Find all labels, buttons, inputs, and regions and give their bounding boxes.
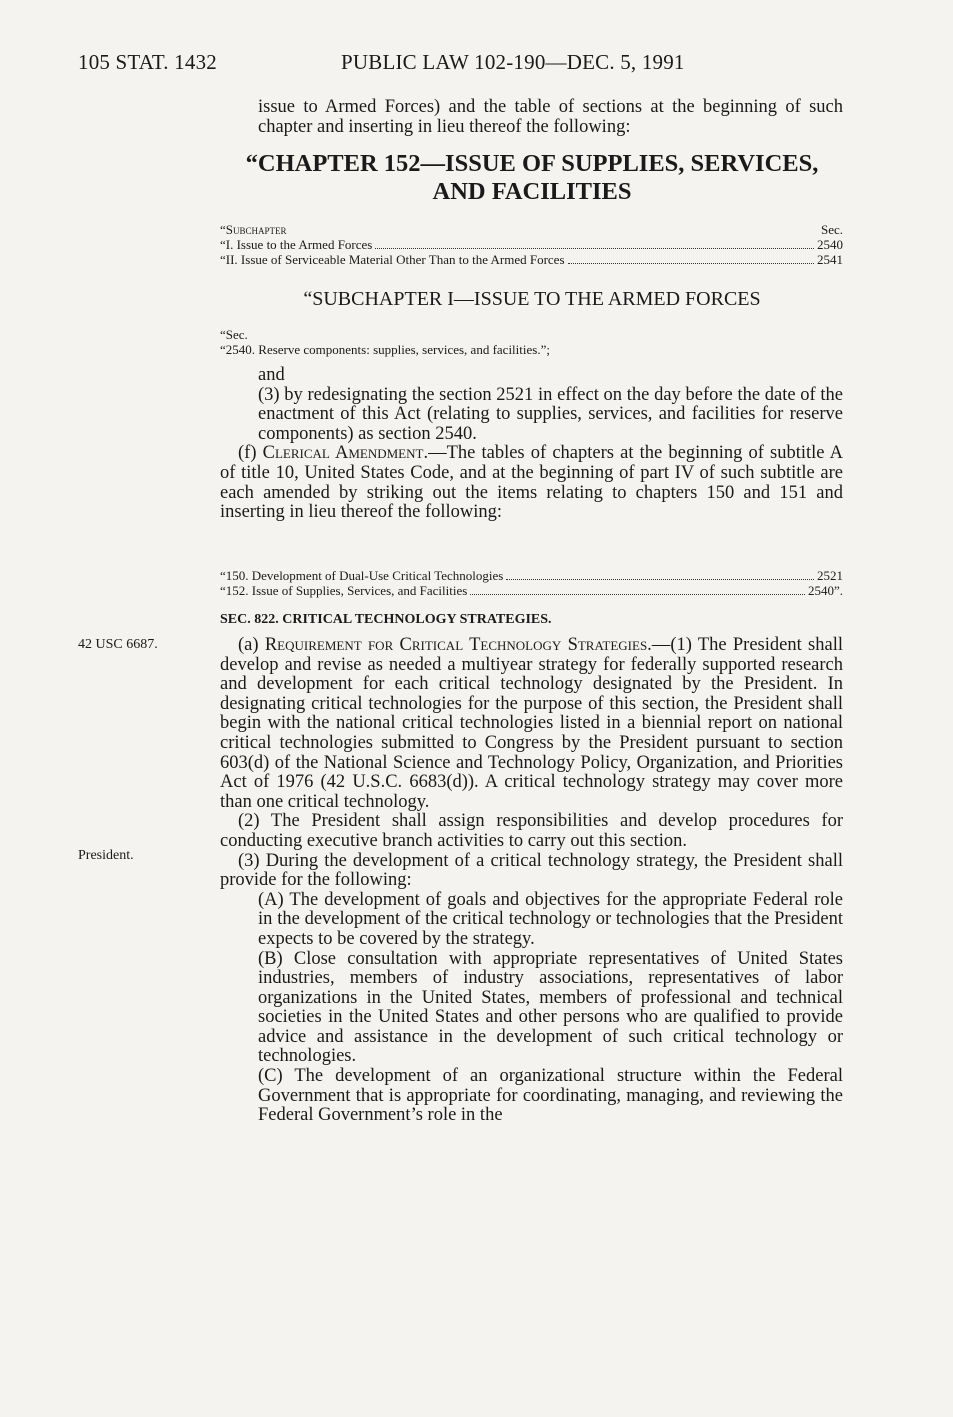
toc-sec-head: Sec. bbox=[820, 222, 843, 237]
toc-section-row: “2540. Reserve components: supplies, services, and facilities.”; bbox=[220, 342, 550, 357]
paragraph-3-redesignation: (3) by redesignating the section 2521 in effect on the day before the date of the enactment of this Act (relating to supplies, services, and facilities for reserve components) as section 2540. bbox=[258, 384, 843, 444]
toc-row-number: 2540”. bbox=[807, 583, 843, 598]
page-header bbox=[78, 50, 685, 75]
body-block-1 bbox=[220, 366, 843, 523]
chapter-heading-line1: “CHAPTER 152—ISSUE OF SUPPLIES, SERVICES, bbox=[245, 150, 819, 177]
toc-row-label: “I. Issue to the Armed Forces bbox=[220, 237, 373, 252]
public-law-title: PUBLIC LAW 102-190—DEC. 5, 1991 bbox=[341, 50, 685, 74]
section-a-text: —(1) The President shall develop and revise as needed a multiyear strategy for federally supported research and development for each critical technology designated by the President. In designating critical technologies for the purpose of this section, the President shall begin with the national critical technologies listed in a biennial report on national critical technologies submitted to Congress by the President pursuant to section 603(d) of the National Science and Technology Policy, Organization, and Priorities Act of 1976 (42 U.S.C. 6683(d)). A critical technology strategy may cover more than one critical technology. bbox=[220, 635, 843, 812]
subchapter-table bbox=[220, 222, 843, 267]
clerical-text: —The tables of chapters at the beginning of subtitle A of title 10, United States Code, and at the beginning of part IV of such subtitle are each amended by striking out the items relating to chapters 150 and 151 and inserting in lieu thereof the following: bbox=[220, 443, 844, 523]
toc-row-number: 2521 bbox=[817, 568, 843, 583]
clerical-label: Clerical Amendment. bbox=[262, 443, 429, 464]
toc-row bbox=[220, 252, 843, 267]
subchapter-heading: “SUBCHAPTER I—ISSUE TO THE ARMED FORCES bbox=[303, 288, 761, 310]
paragraph-A: (A) The development of goals and objectives for the appropriate Federal role in the development of the critical technology or technologies that the President expects to be covered by the strategy. bbox=[258, 889, 843, 949]
intro-text-block bbox=[220, 98, 843, 137]
paragraph-C: (C) The development of an organizational structure within the Federal Government that is appropriate for coordinating, managing, and reviewing the Federal Government’s role in the bbox=[258, 1066, 843, 1126]
section-table bbox=[220, 327, 843, 357]
toc-sec-label: “Sec. bbox=[220, 327, 248, 342]
paragraph-B: (B) Close consultation with appropriate representatives of United States industries, members of industry associations, representatives of labor organizations in the United States, members of professional and technical societies in the United States and other persons who are qualified to provide advice and assistance in the development of such critical technology or technologies. bbox=[258, 948, 843, 1067]
paragraph-2: (2) The President shall assign responsibilities and develop procedures for conducting executive branch activities to carry out this section. bbox=[220, 811, 843, 851]
chapters-table bbox=[220, 568, 843, 598]
paragraph-3: (3) During the development of a critical technology strategy, the President shall provide for the following: bbox=[220, 850, 843, 891]
section-a-paragraph bbox=[220, 636, 843, 812]
body-block-2 bbox=[220, 636, 843, 1126]
toc-subchapter-head: “Subchapter bbox=[220, 222, 287, 237]
chapter-heading-line2: AND FACILITIES bbox=[432, 178, 632, 205]
and-text: and bbox=[258, 365, 285, 385]
clerical-prefix: (f) bbox=[238, 443, 263, 464]
toc-row-number: 2541 bbox=[817, 252, 843, 267]
margin-note-president: President. bbox=[78, 848, 134, 863]
clerical-amendment bbox=[220, 444, 843, 522]
section-a-prefix: (a) bbox=[238, 635, 265, 655]
section-822-heading: SEC. 822. CRITICAL TECHNOLOGY STRATEGIES. bbox=[220, 612, 552, 627]
toc-row bbox=[220, 237, 843, 252]
stat-page-number: 105 STAT. 1432 bbox=[78, 50, 217, 74]
toc-row-label: “150. Development of Dual-Use Critical Technologies bbox=[220, 568, 504, 583]
toc-row-number: 2540 bbox=[817, 237, 843, 252]
toc-row bbox=[220, 583, 843, 598]
intro-text: issue to Armed Forces) and the table of sections at the beginning of such chapter and inserting in lieu thereof the following: bbox=[258, 97, 843, 137]
chapter-heading bbox=[222, 150, 842, 206]
margin-note-usc: 42 USC 6687. bbox=[78, 637, 158, 652]
section-a-label: Requirement for Critical Technology Strategies. bbox=[264, 635, 652, 655]
toc-row bbox=[220, 568, 843, 583]
toc-row-label: “II. Issue of Serviceable Material Other Than to the Armed Forces bbox=[220, 252, 565, 267]
toc-row-label: “152. Issue of Supplies, Services, and Facilities bbox=[220, 583, 468, 598]
